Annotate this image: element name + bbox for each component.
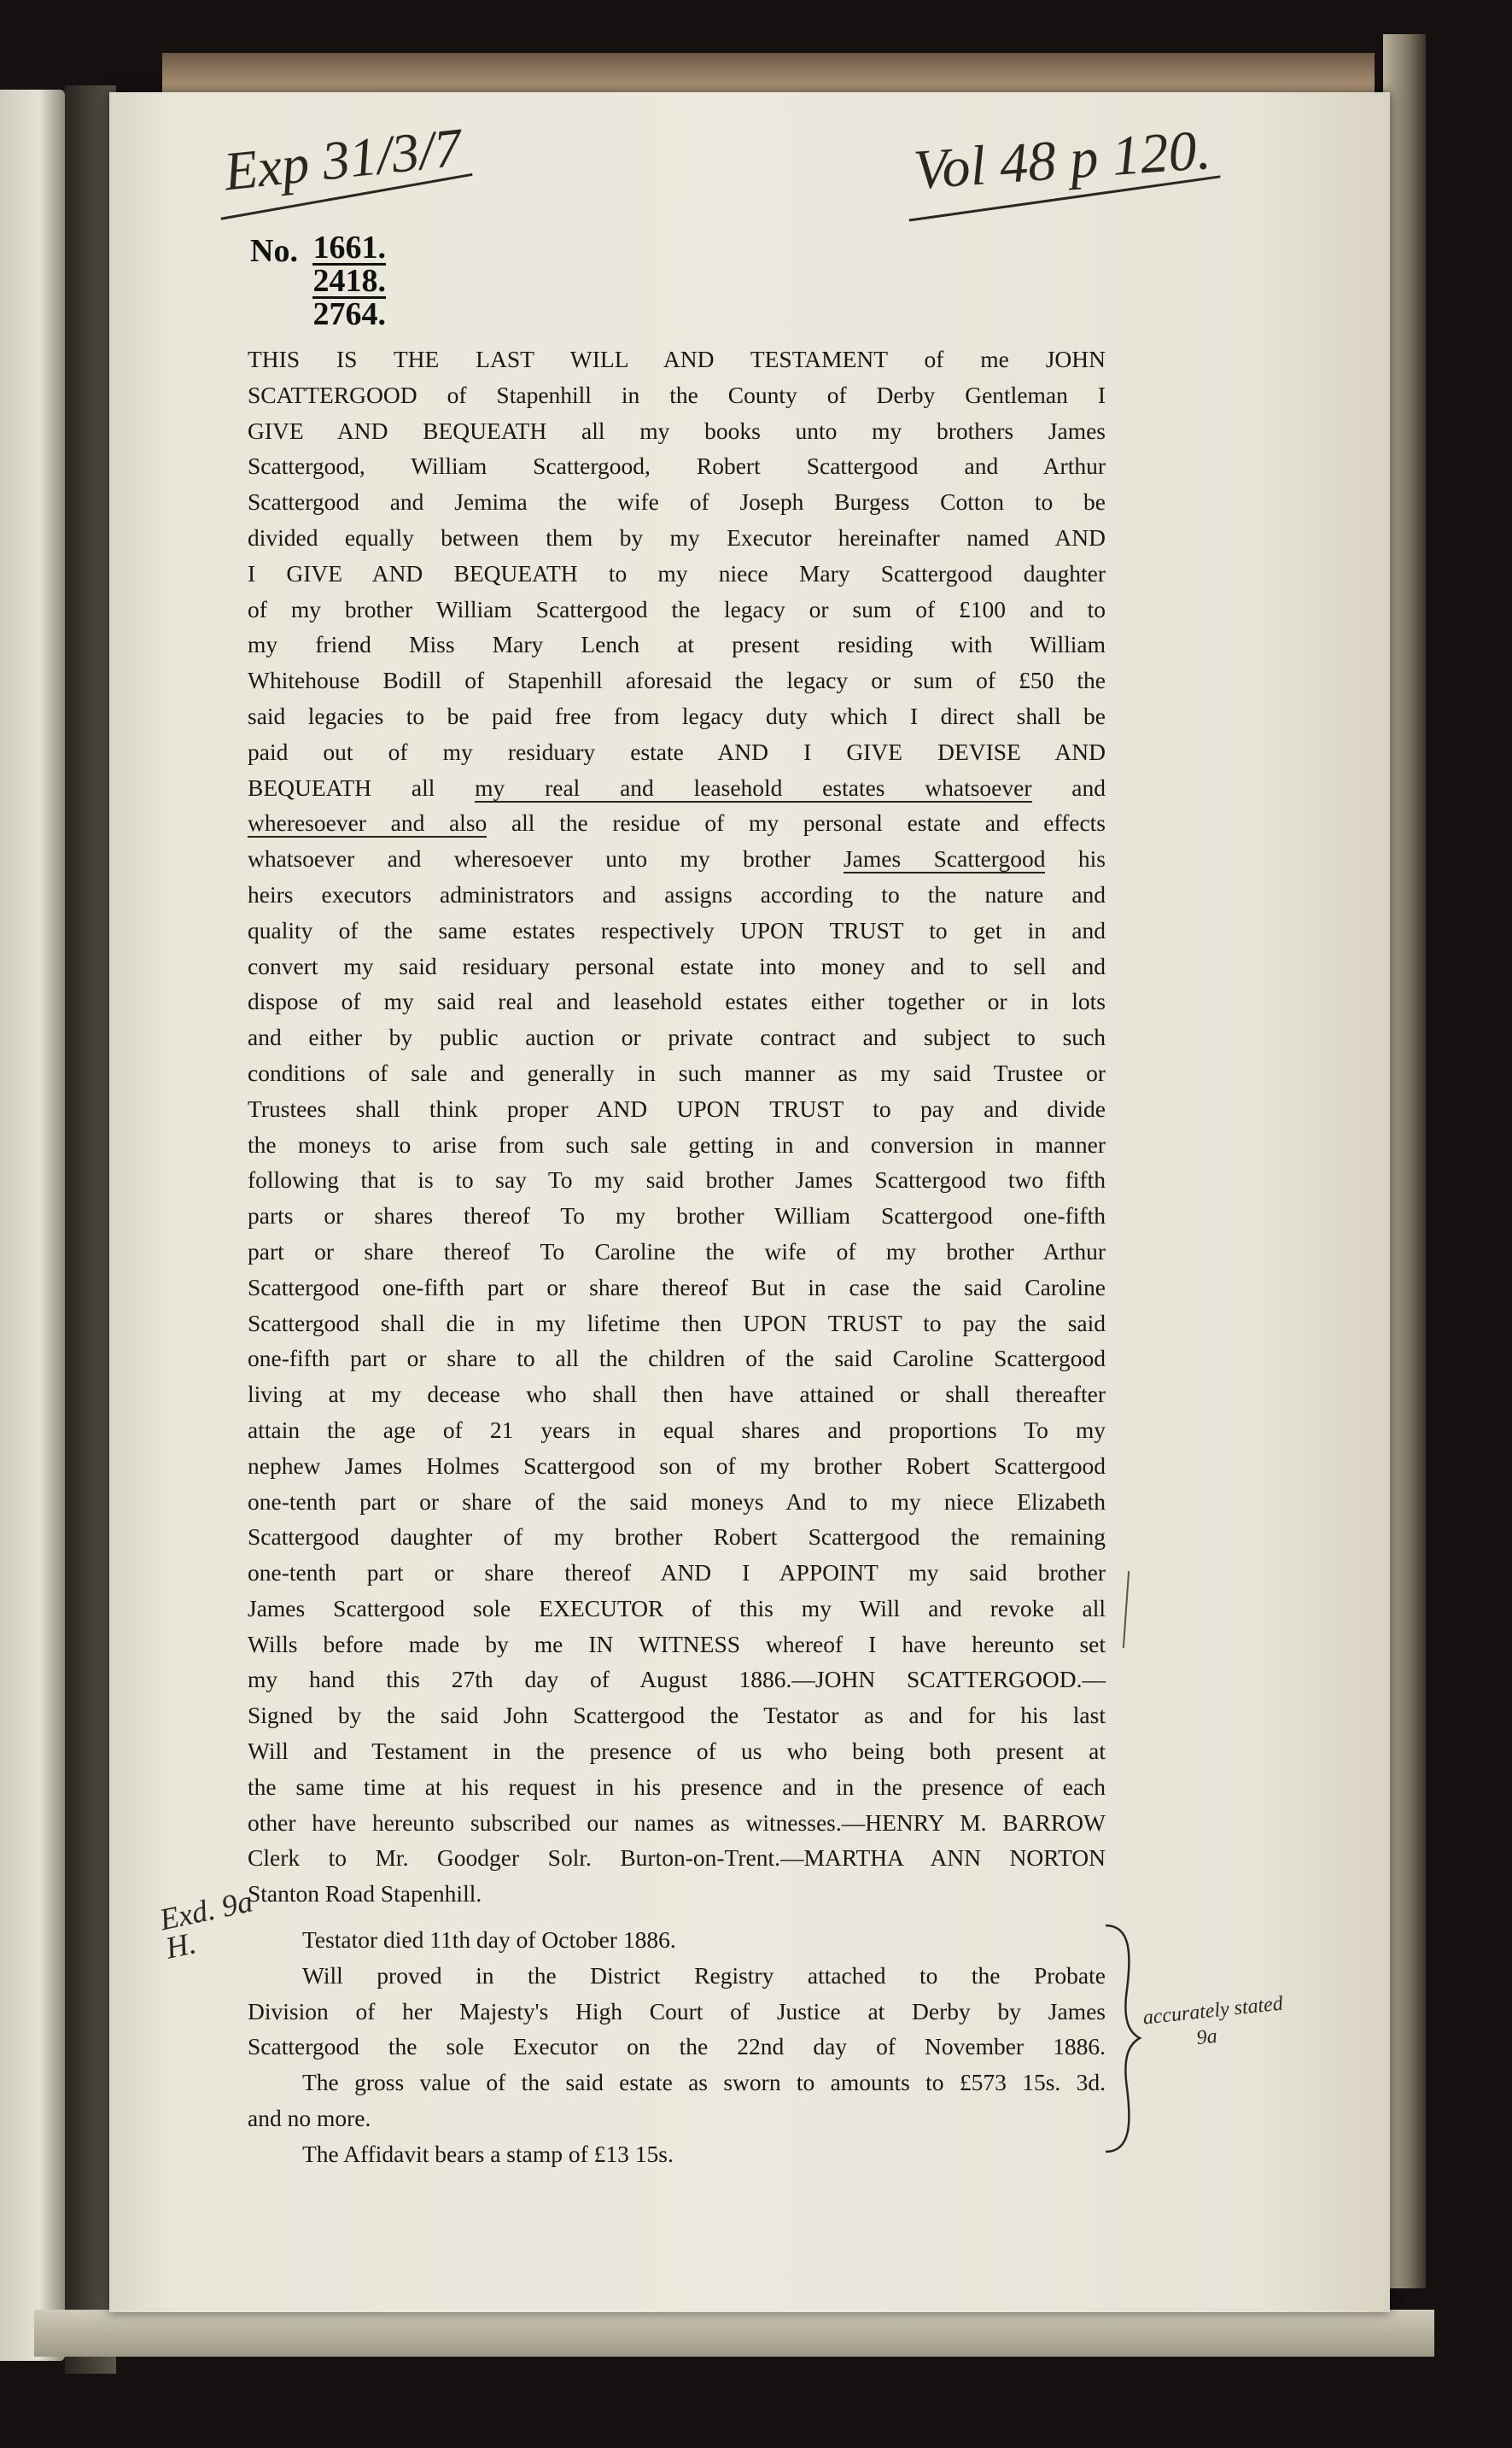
text-segment: paid out of my residuary estate AND I GIVE DEVISE AND <box>248 738 1106 765</box>
text-segment: GIVE AND BEQUEATH all my books unto my brothers James <box>248 417 1106 444</box>
probate-text-line: The gross value of the said estate as sworn to amounts to £573 15s. 3d. <box>302 2069 1106 2096</box>
facing-page-edge <box>0 90 65 2361</box>
text-segment: whatsoever and wheresoever unto my brother <box>248 845 844 873</box>
record-number: 2418. <box>312 263 386 299</box>
page-top-tab <box>162 53 1375 94</box>
text-segment: my friend Miss Mary Lench at present residing with William <box>248 631 1106 658</box>
text-segment: said legacies to be paid free from legacy duty which I direct shall be <box>248 702 1106 729</box>
will-text-line <box>248 770 1106 806</box>
will-text-line <box>248 1591 1106 1627</box>
text-segment: parts or shares thereof To my brother William Scattergood one-fifth <box>248 1202 1106 1230</box>
text-segment: the moneys to arise from such sale getting in and conversion in manner <box>248 1131 1106 1158</box>
probate-text-line: Will proved in the District Registry attached to the Probate <box>302 1961 1106 1989</box>
text-segment: Will and Testament in the presence of us who being both present at <box>248 1738 1106 1765</box>
will-text-line <box>248 627 1106 663</box>
text-segment: THIS IS THE LAST WILL AND TESTAMENT of me JOHN <box>248 346 1106 372</box>
text-segment: one-tenth part or share thereof AND I APPOINT my said brother <box>248 1559 1106 1586</box>
will-text-line <box>248 877 1106 913</box>
probate-text-line: Testator died 11th day of October 1886. <box>302 1926 676 1954</box>
margin-note-line: Exd. 9a <box>156 1884 256 1937</box>
handwritten-volume-reference: Vol 48 p 120. <box>911 118 1213 202</box>
probate-text-line: and no more. <box>248 2105 371 2132</box>
will-text-line <box>248 1769 1106 1805</box>
will-text-line <box>248 1484 1106 1520</box>
text-segment: his <box>1045 845 1106 873</box>
record-number: 1661. <box>312 230 386 266</box>
text-segment: part or share thereof To Caroline the wife of my brother Arthur <box>248 1237 1106 1265</box>
will-text-line <box>248 1733 1106 1769</box>
text-segment: following that is to say To my said brother James Scattergood two fifth <box>248 1166 1106 1194</box>
text-segment: conditions of sale and generally in such manner as my said Trustee or <box>248 1059 1106 1086</box>
text-segment: all the residue of my personal estate and effects <box>487 809 1106 837</box>
text-segment: James Scattergood sole EXECUTOR of this my Will and revoke all <box>248 1594 1106 1621</box>
probate-text-line: The Affidavit bears a stamp of £13 15s. <box>302 2140 674 2167</box>
text-segment: the same time at his request in his presence and in the presence of each <box>248 1773 1106 1800</box>
will-text-line <box>248 1662 1106 1697</box>
will-text-line <box>248 1055 1106 1091</box>
text-segment: Scattergood shall die in my lifetime then UPON TRUST to pay the said <box>248 1309 1106 1336</box>
underlined-phrase: James Scattergood <box>843 845 1046 873</box>
text-segment: Wills before made by me IN WITNESS whereof I have hereunto set <box>248 1630 1106 1657</box>
text-segment: divided equally between them by my Executor hereinafter named AND <box>248 523 1106 551</box>
record-number-stack <box>312 232 386 330</box>
text-segment: quality of the same estates respectively UPON TRUST to get in and <box>248 916 1106 944</box>
will-text-line <box>248 448 1106 484</box>
underlined-phrase: wheresoever and also <box>248 809 487 837</box>
will-text-line <box>248 1270 1106 1306</box>
will-text-line <box>248 841 1106 877</box>
text-segment: Trustees shall think proper AND UPON TRUST to pay and divide <box>248 1095 1106 1122</box>
text-segment: BEQUEATH all <box>248 774 476 801</box>
text-segment: Scattergood and Jemima the wife of Joseph Burgess Cotton to be <box>248 488 1106 516</box>
will-text-line <box>248 1234 1106 1270</box>
text-segment: other have hereunto subscribed our names as witnesses.—HENRY M. BARROW <box>248 1808 1106 1836</box>
text-segment: I GIVE AND BEQUEATH to my niece Mary Scattergood daughter <box>248 559 1106 587</box>
will-text-line <box>248 1091 1106 1127</box>
text-segment: Scattergood one-fifth part or share thereof But in case the said Caroline <box>248 1273 1106 1300</box>
record-numbers <box>250 232 386 330</box>
will-text-line <box>248 1876 1106 1912</box>
text-segment: convert my said residuary personal estate into money and to sell and <box>248 952 1106 979</box>
text-segment: and either by public auction or private contract and subject to such <box>248 1024 1106 1051</box>
will-text-line <box>248 1412 1106 1448</box>
will-text-line <box>248 484 1106 520</box>
section-gap <box>248 1912 1106 1922</box>
text-segment: of my brother William Scattergood the legacy or sum of £100 and to <box>248 595 1106 622</box>
will-text-line <box>248 984 1106 1020</box>
margin-note-line: H. <box>162 1925 200 1966</box>
will-text-line <box>248 1627 1106 1662</box>
will-text-line <box>248 1448 1106 1484</box>
text-segment: Stanton Road Stapenhill. <box>248 1880 482 1908</box>
record-number: 2764. <box>312 296 386 332</box>
text-segment: one-fifth part or share to all the children of the said Caroline Scattergood <box>248 1345 1106 1372</box>
underlined-phrase: my real and leasehold estates whatsoever <box>475 774 1032 801</box>
text-segment: Signed by the said John Scattergood the Testator as and for his last <box>248 1702 1106 1729</box>
will-text-line <box>248 377 1106 413</box>
text-segment: attain the age of 21 years in equal shares and proportions To my <box>248 1416 1106 1443</box>
will-text <box>248 342 1106 2172</box>
margin-note-line: accurately stated <box>1141 1992 1284 2030</box>
will-text-line <box>248 342 1106 377</box>
text-segment: one-tenth part or share of the said moneys And to my niece Elizabeth <box>248 1487 1106 1515</box>
will-text-line <box>248 913 1106 949</box>
text-segment: heirs executors administrators and assigns according to the nature and <box>248 880 1106 908</box>
will-text-line <box>248 1555 1106 1591</box>
will-text-line <box>248 556 1106 592</box>
will-text-line <box>248 1198 1106 1234</box>
will-text-line <box>248 1697 1106 1733</box>
will-text-line <box>248 1020 1106 1055</box>
probate-text-line: Division of her Majesty's High Court of Justice at Derby by James <box>248 1997 1106 2024</box>
text-segment: living at my decease who shall then have attained or shall thereafter <box>248 1381 1106 1408</box>
margin-note-line: 9a <box>1195 2024 1218 2050</box>
text-segment: my hand this 27th day of August 1886.—JOHN SCATTERGOOD.— <box>248 1666 1106 1693</box>
will-text-line <box>248 805 1106 841</box>
text-segment: nephew James Holmes Scattergood son of my brother Robert Scattergood <box>248 1452 1106 1479</box>
handwritten-note-top-left: Exp 31/3/7 <box>221 116 464 202</box>
will-text-line <box>248 949 1106 984</box>
record-number-prefix: No. <box>250 233 298 269</box>
text-segment: Clerk to Mr. Goodger Solr. Burton-on-Trent.—MARTHA ANN NORTON <box>248 1844 1106 1872</box>
text-segment: SCATTERGOOD of Stapenhill in the County of Derby Gentleman I <box>248 381 1106 408</box>
will-text-line <box>248 1376 1106 1412</box>
text-segment: dispose of my said real and leasehold estates either together or in lots <box>248 988 1106 1015</box>
book-spine <box>65 85 116 2374</box>
will-text-line <box>248 592 1106 628</box>
probate-text-line: Scattergood the sole Executor on the 22nd day of November 1886. <box>248 2033 1106 2060</box>
text-segment: Whitehouse Bodill of Stapenhill aforesaid the legacy or sum of £50 the <box>248 667 1106 694</box>
will-text-line <box>248 734 1106 770</box>
will-text-line <box>248 663 1106 698</box>
page-bottom-edge <box>34 2310 1434 2357</box>
will-text-line <box>248 1306 1106 1341</box>
text-segment: Scattergood, William Scattergood, Robert Scattergood and Arthur <box>248 453 1106 480</box>
will-text-line <box>248 1805 1106 1841</box>
will-text-line <box>248 1840 1106 1876</box>
text-segment: and <box>1031 774 1106 801</box>
will-text-line <box>248 1519 1106 1555</box>
will-text-line <box>248 1127 1106 1163</box>
will-text-line <box>248 413 1106 449</box>
will-text-line <box>248 1341 1106 1376</box>
will-text-line <box>248 520 1106 556</box>
will-text-line <box>248 1162 1106 1198</box>
text-segment: Scattergood daughter of my brother Robert Scattergood the remaining <box>248 1523 1106 1551</box>
will-text-line <box>248 698 1106 734</box>
